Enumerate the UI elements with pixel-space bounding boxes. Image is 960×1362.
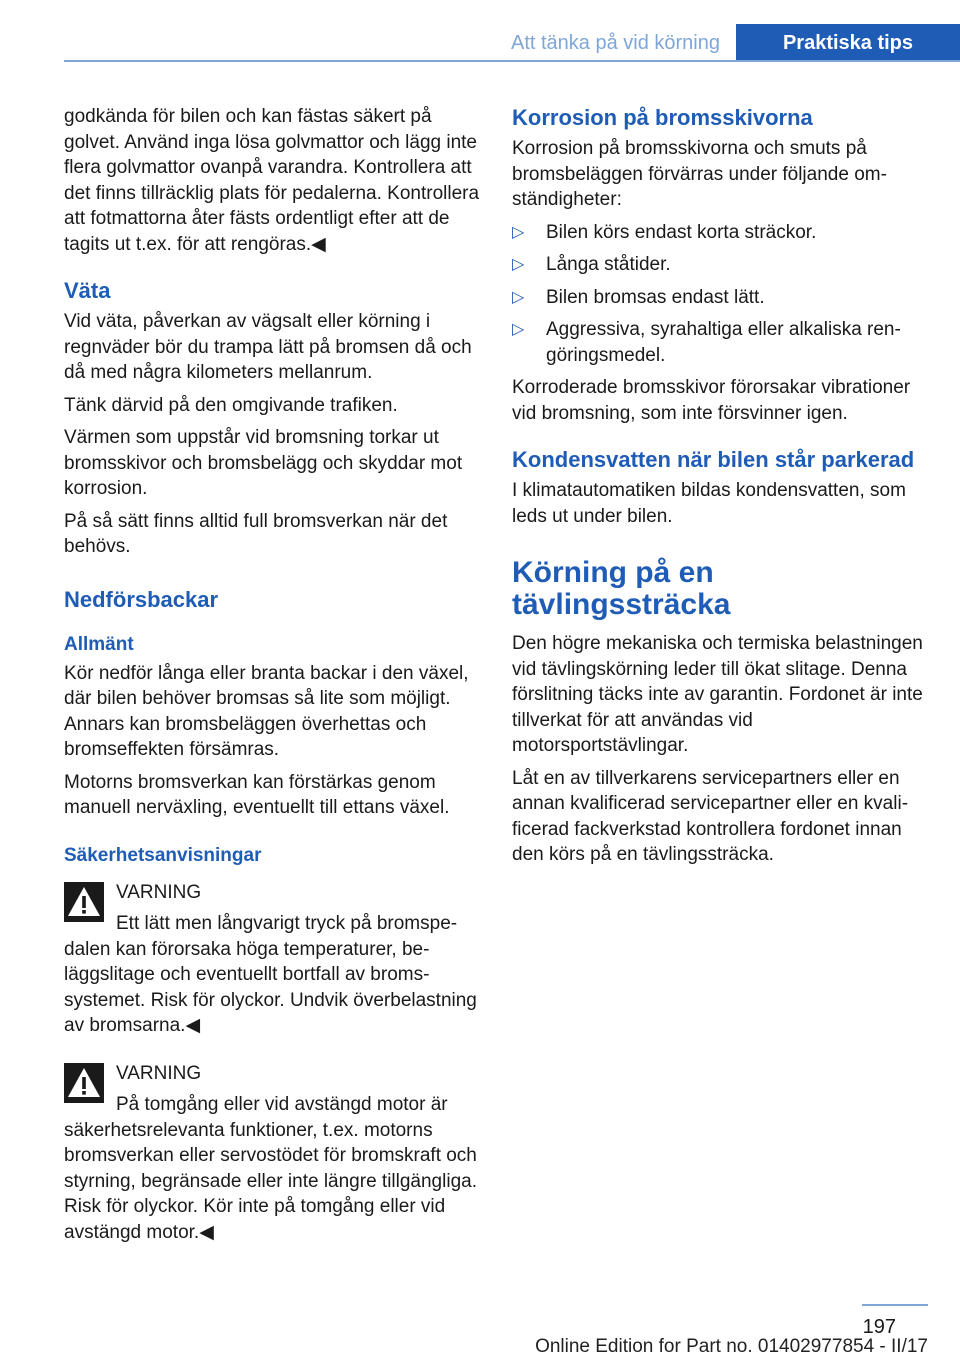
footer-rule (862, 1304, 928, 1306)
warning-block-1 (64, 880, 482, 1039)
warning-triangle-icon (64, 882, 104, 922)
allmant-paragraph-1: Kör nedför långa eller branta backar i den växel, där bilen behöver bromsas så lite som möjligt. Annars kan bromsbeläggen överhettas och bromseffekten försämras. (64, 662, 469, 760)
heading-korrosion: Korrosion på bromsskivorna (512, 105, 813, 130)
warning-block-2 (64, 1061, 482, 1246)
footer-edition-text: Online Edition for Part no. 01402977854 - II/17 (535, 1336, 928, 1357)
warning-2-text: På tomgång eller vid avstängd motor är säkerhetsrelevanta funktioner, t.ex. motorns bromsverkan eller servostödet för bromskraft och styrning, begränsade eller inte längre tillgängliga. Risk för olyckor. Kör inte på tomgång eller vid avstängd motor.◀ (64, 1094, 477, 1243)
track-paragraph-2: Låt en av tillverkarens servicepartners eller en annan kvalificerad servicepartner eller en kvalificerad fackverkstad kontrollera fordonet innan den körs på en tävlingssträcka. (512, 767, 909, 865)
left-column (64, 104, 482, 1259)
list-item: ▷ Aggressiva, syrahaltiga eller alkaliska rengöringsmedel. (512, 319, 901, 366)
list-item: ▷ Bilen körs endast korta sträckor. (512, 220, 928, 246)
condensate-paragraph: I klimatautomatiken bildas kondensvatten, som leds ut under bilen. (512, 480, 906, 527)
warning-triangle-icon (64, 1063, 104, 1103)
bullet-triangle-icon: ▷ (512, 223, 525, 241)
list-item: ▷ Långa ståtider. (512, 252, 928, 278)
vata-paragraph-4: På så sätt finns alltid full bromsverkan när det behövs. (64, 510, 448, 557)
vata-paragraph-2: Tänk därvid på den omgivande trafiken. (64, 394, 398, 416)
corrosion-outro: Korroderade bromsskivor förorsakar vibrationer vid bromsning, som inte försvinner igen. (512, 377, 911, 424)
intro-paragraph: godkända för bilen och kan fästas säkert på golvet. Använd inga lösa golvmattor och lägg inte flera golvmattor ovanpå varandra. Kontrollera att det finns tillräcklig plats för pedalerna. Kontrollera att fotmattorna åter fästs ordentligt efter att de tagits ut t.ex. för att rengöras.◀ (64, 106, 480, 255)
page-header (64, 24, 960, 62)
header-chapter-tab[interactable]: Praktiska tips (736, 24, 960, 62)
heading-vata: Väta (64, 278, 111, 303)
warning-2-title: VARNING (116, 1062, 202, 1084)
vata-paragraph-3: Värmen som uppstår vid bromsning torkar ut bromsskivor och bromsbelägg och skyddar mot korrosion. (64, 427, 463, 499)
right-column (512, 104, 928, 875)
warning-1-title: VARNING (116, 881, 202, 903)
bullet-triangle-icon: ▷ (512, 256, 525, 273)
heading-sakerhetsanvisningar: Säkerhetsanvisningar (64, 844, 262, 866)
bullet-triangle-icon: ▷ (512, 321, 525, 338)
corrosion-list (512, 220, 928, 369)
heading-kondensvatten: Kondensvatten när bilen står parkerad (512, 447, 915, 472)
allmant-paragraph-2: Motorns bromsverkan kan förstärkas genom manuell nerväxling, eventuellt till ettans växel. (64, 771, 450, 818)
corrosion-intro: Korrosion på bromsskivorna och smuts på bromsbeläggen förvärras under följande omständigheter: (512, 138, 887, 210)
heading-nedforsbackar: Nedförsbackar (64, 586, 219, 612)
warning-1-text: Ett lätt men långvarigt tryck på bromspedalen kan förorsaka höga temperaturer, beläggslitage och eventuellt bortfall av bromssystemet. Risk för olyckor. Undvik överbelastning av bromsarna.◀ (64, 913, 477, 1036)
header-rule (64, 60, 960, 62)
vata-paragraph-1: Vid väta, påverkan av vägsalt eller körning i regnväder bör du trampa lätt på bromsen då och då med några kilometers mellanrum. (64, 311, 472, 383)
track-paragraph-1: Den högre mekaniska och termiska belastningen vid tävlingskörning leder till ökat slitage. Denna förslitning täcks inte av garantin. Fordonet är inte tillverkat för att användas vid motorsportstävlingar. (512, 633, 923, 756)
heading-korning-tavlingsstracka: Körning på en tävlingssträcka (512, 556, 731, 621)
bullet-triangle-icon: ▷ (512, 288, 525, 306)
header-section-title[interactable]: Att tänka på vid körning (510, 32, 720, 54)
heading-allmant: Allmänt (64, 633, 134, 655)
page-number: 197 (862, 1316, 896, 1338)
list-item: ▷ Bilen bromsas endast lätt. (512, 285, 928, 311)
